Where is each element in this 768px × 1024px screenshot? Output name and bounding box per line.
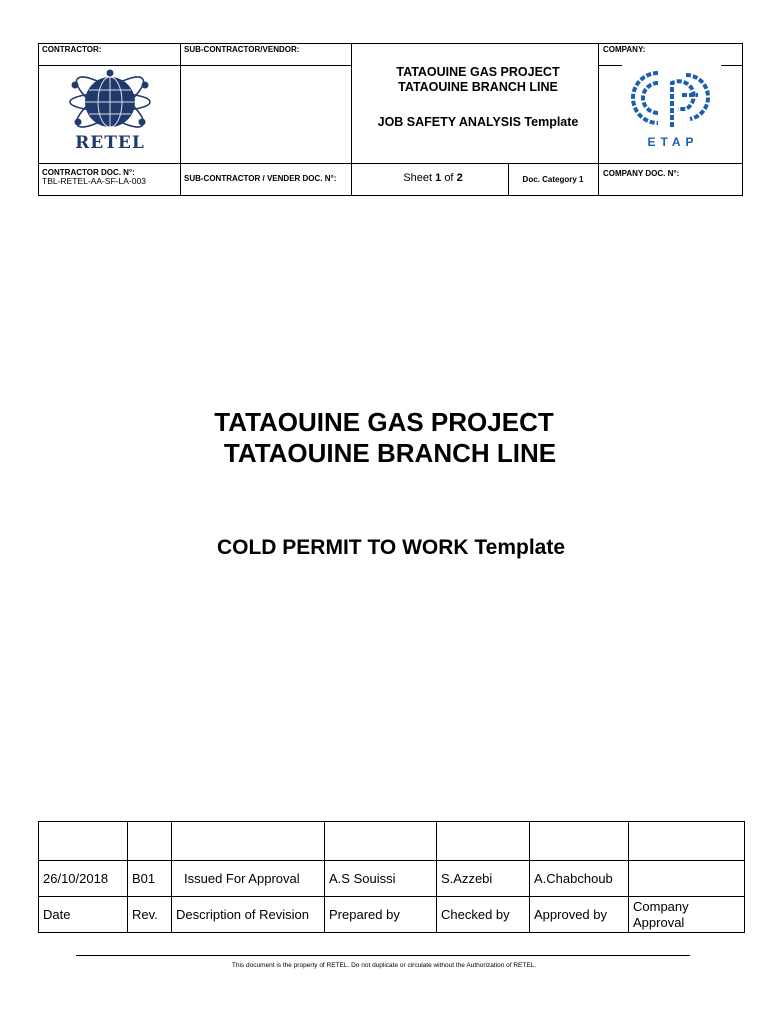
table-cell — [530, 822, 629, 861]
header-date: Date — [39, 897, 128, 933]
document-header — [38, 43, 743, 196]
retel-logo-text: RETEL — [75, 133, 145, 153]
table-cell — [325, 822, 437, 861]
rev-checked-by: S.Azzebi — [437, 861, 530, 897]
rev-approved-by: A.Chabchoub — [530, 861, 629, 897]
subcontractor-doc-label: SUB-CONTRACTOR / VENDER DOC. N°: — [184, 174, 337, 183]
footer-notice: This document is the property of RETEL. Do not duplicate or circulate without the Authorization of RETEL. — [231, 962, 537, 969]
sheet-current: 1 — [435, 172, 442, 184]
revision-table — [38, 821, 745, 933]
main-title-line2: TATAOUINE BRANCH LINE — [223, 438, 557, 468]
company-doc-label: COMPANY DOC. N°: — [603, 169, 680, 178]
header-title-line1: TATAOUINE GAS PROJECT — [396, 65, 560, 79]
header-company-approval-line1: Company — [633, 898, 689, 914]
etap-logo — [628, 67, 718, 153]
table-row-revision — [39, 861, 745, 897]
main-title-line1: TATAOUINE GAS PROJECT — [214, 407, 554, 437]
table-row-blank — [39, 822, 745, 861]
rev-date: 26/10/2018 — [39, 861, 128, 897]
contractor-label: CONTRACTOR: — [42, 45, 102, 54]
rev-description: Issued For Approval — [172, 861, 325, 897]
header-company-approval — [629, 897, 745, 933]
table-cell — [629, 822, 745, 861]
table-cell — [172, 822, 325, 861]
main-subtitle: COLD PERMIT TO WORK Template — [216, 536, 566, 559]
header-title-line2: TATAOUINE BRANCH LINE — [398, 80, 558, 94]
subcontractor-label: SUB-CONTRACTOR/VENDOR: — [184, 45, 300, 54]
header-company-approval-line2: Approval — [633, 914, 685, 930]
sheet-of: of — [444, 172, 454, 184]
rev-prepared-by: A.S Souissi — [325, 861, 437, 897]
header-description: Description of Revision — [172, 897, 325, 933]
contractor-doc-number: TBL-RETEL-AA-SF-LA-003 — [42, 176, 146, 186]
rev-company-approval — [629, 861, 745, 897]
retel-logo — [60, 65, 160, 157]
doc-category: Doc. Category 1 — [522, 175, 584, 184]
table-cell — [437, 822, 530, 861]
header-doc-title: JOB SAFETY ANALYSIS Template — [377, 115, 579, 129]
table-cell — [39, 822, 128, 861]
etap-logo-text: ETAP — [647, 135, 699, 149]
rev-code: B01 — [128, 861, 172, 897]
table-cell — [128, 822, 172, 861]
company-label: COMPANY: — [603, 45, 646, 54]
etap-emblem-icon — [628, 67, 718, 133]
footer-divider — [76, 955, 690, 956]
contractor-doc-label: CONTRACTOR DOC. N°: — [42, 168, 135, 177]
sheet-indicator — [358, 172, 508, 184]
header-prepared-by: Prepared by — [325, 897, 437, 933]
sheet-total: 2 — [456, 172, 463, 184]
header-checked-by: Checked by — [437, 897, 530, 933]
header-approved-by: Approved by — [530, 897, 629, 933]
sheet-word: Sheet — [403, 172, 433, 184]
table-header-row — [39, 897, 745, 933]
header-rev: Rev. — [128, 897, 172, 933]
